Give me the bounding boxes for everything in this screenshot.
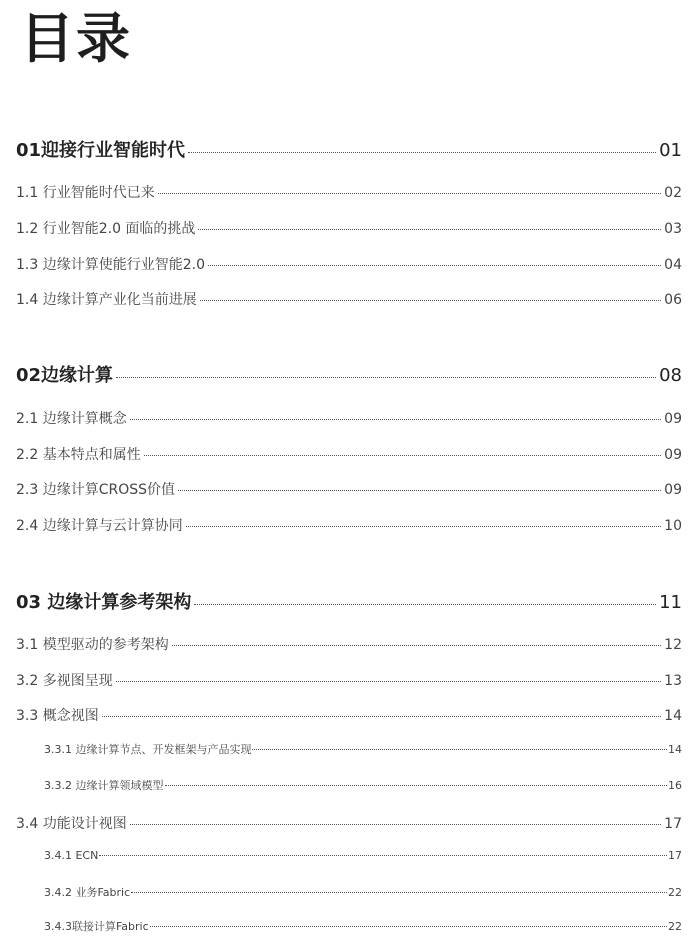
toc-page-number: 04 (664, 257, 682, 273)
toc-page-number: 17 (668, 849, 682, 862)
toc-label: 3.4.1 ECN (44, 849, 99, 862)
dot-leader (158, 193, 661, 194)
toc-section-1-4[interactable] (16, 289, 682, 309)
toc-section-3-1[interactable] (16, 634, 682, 654)
dot-leader (188, 152, 656, 153)
dot-leader (144, 455, 661, 456)
dot-leader (172, 645, 661, 646)
dot-leader (131, 892, 667, 893)
toc-label: 1.2 行业智能2.0 面临的挑战 (16, 221, 196, 237)
toc-label: 3.4.2 业务Fabric (44, 886, 131, 899)
toc-label: 2.1 边缘计算概念 (16, 411, 127, 427)
toc-label: 3.1 模型驱动的参考架构 (16, 637, 169, 653)
toc-label: 03 边缘计算参考架构 (16, 592, 192, 613)
toc-chapter-03[interactable] (16, 588, 682, 614)
toc-page-number: 02 (664, 185, 682, 201)
dot-leader (178, 490, 661, 491)
toc-section-1-1[interactable] (16, 182, 682, 202)
toc-page-number: 09 (664, 482, 682, 498)
toc-section-2-3[interactable] (16, 479, 682, 499)
toc-page-number: 16 (668, 779, 682, 792)
toc-section-1-3[interactable] (16, 254, 682, 274)
toc-page-number: 09 (664, 411, 682, 427)
dot-leader (165, 785, 668, 786)
toc-section-2-4[interactable] (16, 515, 682, 535)
toc-subsection-3-3-2[interactable] (44, 777, 682, 793)
toc-page-number: 06 (664, 292, 682, 308)
toc-page-number: 01 (659, 140, 682, 161)
toc-label: 1.1 行业智能时代已来 (16, 185, 155, 201)
toc-page-number: 11 (659, 592, 682, 613)
dot-leader (102, 716, 661, 717)
toc-label: 2.3 边缘计算CROSS价值 (16, 482, 176, 498)
toc-label: 3.3.1 边缘计算节点、开发框架与产品实现 (44, 743, 252, 756)
toc-page-number: 14 (668, 743, 682, 756)
toc-section-2-2[interactable] (16, 444, 682, 464)
toc-page-number: 08 (659, 365, 682, 386)
toc-section-3-2[interactable] (16, 670, 682, 690)
toc-subsection-3-3-1[interactable] (44, 741, 682, 757)
toc-page-number: 09 (664, 447, 682, 463)
dot-leader (200, 300, 661, 301)
toc-label: 01迎接行业智能时代 (16, 140, 186, 161)
toc-section-3-4[interactable] (16, 813, 682, 833)
toc-subsection-3-4-3[interactable] (44, 918, 682, 934)
toc-page-number: 12 (664, 637, 682, 653)
toc-label: 2.2 基本特点和属性 (16, 447, 141, 463)
toc-label: 3.4.3联接计算Fabric (44, 920, 149, 933)
dot-leader (194, 604, 656, 605)
toc-chapter-01[interactable] (16, 136, 682, 162)
toc-label: 2.4 边缘计算与云计算协同 (16, 518, 183, 534)
page-title: 目录 (20, 6, 132, 70)
toc-label: 3.2 多视图呈现 (16, 673, 113, 689)
dot-leader (99, 855, 667, 856)
toc-page-number: 17 (664, 816, 682, 832)
toc-label: 3.3 概念视图 (16, 708, 99, 724)
toc-label: 3.4 功能设计视图 (16, 816, 127, 832)
toc-section-3-3[interactable] (16, 705, 682, 725)
toc-label: 1.4 边缘计算产业化当前进展 (16, 292, 197, 308)
toc-page-number: 10 (664, 518, 682, 534)
toc-page-number: 22 (668, 920, 682, 933)
toc-label: 1.3 边缘计算使能行业智能2.0 (16, 257, 205, 273)
dot-leader (130, 419, 661, 420)
dot-leader (116, 681, 661, 682)
toc-chapter-02[interactable] (16, 361, 682, 387)
toc-page-number: 03 (664, 221, 682, 237)
toc-section-2-1[interactable] (16, 408, 682, 428)
dot-leader (150, 926, 667, 927)
toc-page-number: 22 (668, 886, 682, 899)
toc-label: 3.3.2 边缘计算领域模型 (44, 779, 164, 792)
toc-page-number: 13 (664, 673, 682, 689)
toc-subsection-3-4-1[interactable] (44, 849, 682, 862)
dot-leader (198, 229, 661, 230)
dot-leader (208, 265, 661, 266)
dot-leader (186, 526, 661, 527)
toc-subsection-3-4-2[interactable] (44, 884, 682, 900)
toc-page-number: 14 (664, 708, 682, 724)
toc-label: 02边缘计算 (16, 365, 114, 386)
dot-leader (130, 824, 661, 825)
dot-leader (116, 377, 656, 378)
dot-leader (252, 749, 667, 750)
toc-section-1-2[interactable] (16, 218, 682, 238)
